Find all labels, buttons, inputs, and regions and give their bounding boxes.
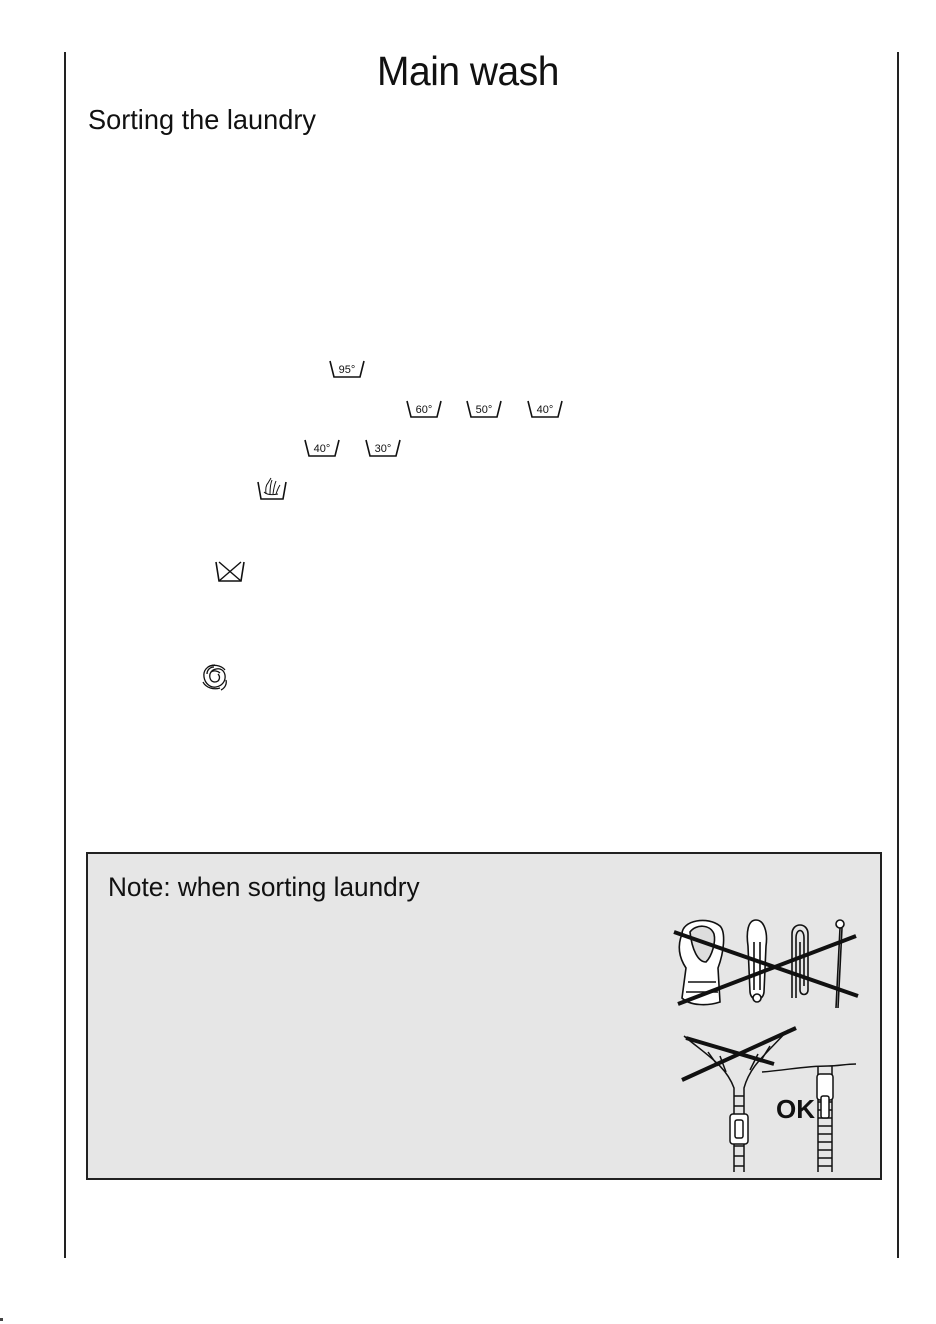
wash-95-icon bbox=[328, 358, 366, 380]
right-margin-rule bbox=[897, 52, 899, 1258]
wash-60-icon bbox=[405, 398, 443, 420]
wash-40-label: 40° bbox=[536, 404, 554, 416]
wash-60-label: 60° bbox=[415, 404, 433, 416]
wash-40-delicate-icon bbox=[303, 437, 341, 459]
page-title: Main wash bbox=[377, 48, 559, 94]
wash-50-icon bbox=[465, 398, 503, 420]
left-margin-rule bbox=[64, 52, 66, 1258]
note-title: Note: when sorting laundry bbox=[108, 872, 420, 902]
small-items-crossed-out-illustration bbox=[668, 912, 868, 1012]
bra-icon bbox=[679, 920, 723, 1004]
page-corner-mark bbox=[0, 1318, 3, 1321]
hand-wash-icon bbox=[255, 474, 289, 502]
wash-40-delicate-label: 40° bbox=[313, 443, 331, 455]
wash-30-icon bbox=[364, 437, 402, 459]
wash-50-label: 50° bbox=[475, 404, 493, 416]
wash-30-label: 30° bbox=[374, 443, 392, 455]
needle-icon bbox=[836, 920, 844, 1008]
wash-40-icon bbox=[526, 398, 564, 420]
do-not-wash-icon bbox=[213, 558, 247, 584]
section-heading: Sorting the laundry bbox=[88, 104, 316, 135]
note-box bbox=[86, 852, 882, 1180]
wash-95-label: 95° bbox=[338, 364, 356, 376]
woolmark-icon bbox=[199, 662, 231, 692]
zipper-illustration bbox=[678, 1026, 868, 1174]
ok-label: OK bbox=[776, 1094, 815, 1124]
